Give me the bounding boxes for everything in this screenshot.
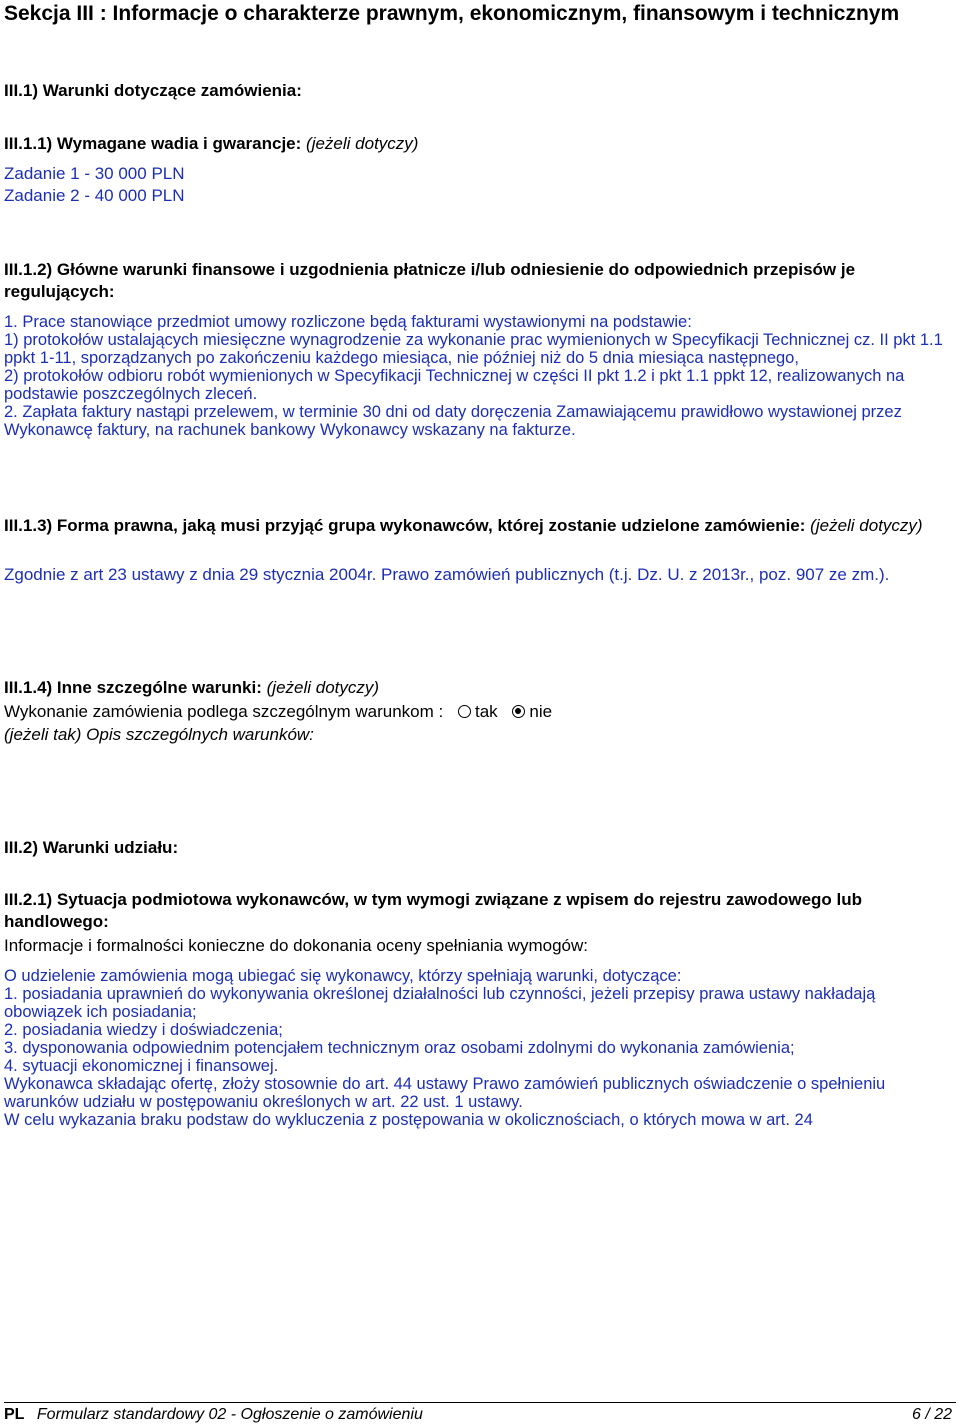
radio-tak-label: tak [474, 702, 498, 721]
condition-line: 2. posiadania wiedzy i doświadczenia; [4, 1021, 283, 1039]
condition-line: Wykonawca składając ofertę, złoży stosownie do art. 44 ustawy Prawo zamówień publicznych oświadczenie o spełnieniu warunków udziału w postępowaniu określonych w art. 22 ust. 1 ustawy. [4, 1075, 886, 1111]
heading-iii-1-1 [4, 133, 956, 155]
radio-nie-label: nie [529, 702, 553, 721]
wadia-list [4, 163, 956, 207]
heading-iii-2: III.2) Warunki udziału: [4, 838, 179, 857]
condition-line: 3. dysponowania odpowiednim potencjałem technicznym oraz osobami zdolnymi do wykonania zamówienia; [4, 1039, 795, 1057]
wadia-item: Zadanie 2 - 40 000 PLN [4, 186, 185, 205]
page-footer [4, 1406, 956, 1428]
heading-iii-1-3-text: III.1.3) Forma prawna, jaką musi przyjąć grupa wykonawców, której zostanie udzielone zamówienie: [4, 516, 806, 535]
heading-iii-1-2: III.1.2) Główne warunki finansowe i uzgodnienia płatnicze i/lub odniesienie do odpowiednich przepisów je regulujących: [4, 260, 856, 301]
heading-iii-1-1-hint: (jeżeli dotyczy) [306, 134, 419, 153]
footer-form-name: Formularz standardowy 02 - Ogłoszenie o zamówieniu [36, 1406, 423, 1423]
special-conditions-row [4, 701, 956, 723]
footer-divider [4, 1402, 956, 1403]
heading-iii-1-1-text: III.1.1) Wymagane wadia i gwarancje: [4, 134, 302, 153]
condition-line: 1. posiadania uprawnień do wykonywania określonej działalności lub czynności, jeżeli przepisy prawa ustawy nakładają obowiązek ich posiadania; [4, 985, 876, 1021]
radio-nie[interactable] [512, 705, 525, 718]
footer-lang: PL [4, 1406, 25, 1423]
heading-iii-1-4 [4, 677, 956, 699]
payment-terms [4, 313, 956, 439]
condition-line: W celu wykazania braku podstaw do wykluczenia z postępowania w okolicznościach, o których mowa w art. 24 [4, 1111, 813, 1129]
payment-line: 2. Zapłata faktury nastąpi przelewem, w terminie 30 dni od daty doręczenia Zamawiającemu prawidłowo wystawionej przez Wykonawcę faktury, na rachunek bankowy Wykonawcy wskazany na fakturze. [4, 403, 902, 439]
payment-line: 2) protokołów odbioru robót wymienionych w Specyfikacji Technicznej w części II pkt 1.2 i pkt 1.1 ppkt 12, realizowanych na podstawie poszczególnych zleceń. [4, 367, 905, 403]
heading-iii-2-1-subtitle: Informacje i formalności konieczne do dokonania oceny spełniania wymogów: [4, 936, 588, 955]
condition-line: 4. sytuacji ekonomicznej i finansowej. [4, 1057, 279, 1075]
special-conditions-desc-label: (jeżeli tak) Opis szczególnych warunków: [4, 725, 314, 744]
legal-form-text: Zgodnie z art 23 ustawy z dnia 29 stycznia 2004r. Prawo zamówień publicznych (t.j. Dz. U. z 2013r., poz. 907 ze zm.). [4, 565, 890, 584]
participation-conditions [4, 967, 956, 1129]
heading-iii-2-1: III.2.1) Sytuacja podmiotowa wykonawców, w tym wymogi związane z wpisem do rejestru zawodowego lub handlowego: [4, 890, 863, 931]
condition-line: O udzielenie zamówienia mogą ubiegać się wykonawcy, którzy spełniają warunki, dotyczące: [4, 967, 682, 985]
heading-iii-1-3-hint: (jeżeli dotyczy) [810, 516, 923, 535]
heading-iii-1: III.1) Warunki dotyczące zamówienia: [4, 81, 302, 100]
wadia-item: Zadanie 1 - 30 000 PLN [4, 164, 185, 183]
heading-iii-1-4-text: III.1.4) Inne szczególne warunki: [4, 678, 262, 697]
heading-iii-1-3 [4, 515, 956, 537]
radio-tak[interactable] [458, 705, 471, 718]
payment-line: 1) protokołów ustalających miesięczne wynagrodzenie za wykonanie prac wymienionych w Specyfikacji Technicznej cz. II pkt 1.1 ppkt 1-11, sporządzanych po zakończeniu każdego miesiąca, nie później niż do 5 dnia miesiąca następnego, [4, 331, 943, 367]
footer-page-number: 6 / 22 [911, 1406, 952, 1423]
payment-line: 1. Prace stanowiące przedmiot umowy rozliczone będą fakturami wystawionymi na podstawie: [4, 313, 692, 331]
special-conditions-question: Wykonanie zamówienia podlega szczególnym warunkom : [4, 702, 444, 721]
section-title: Sekcja III : Informacje o charakterze prawnym, ekonomicznym, finansowym i technicznym [4, 2, 900, 25]
heading-iii-1-4-hint: (jeżeli dotyczy) [266, 678, 380, 697]
